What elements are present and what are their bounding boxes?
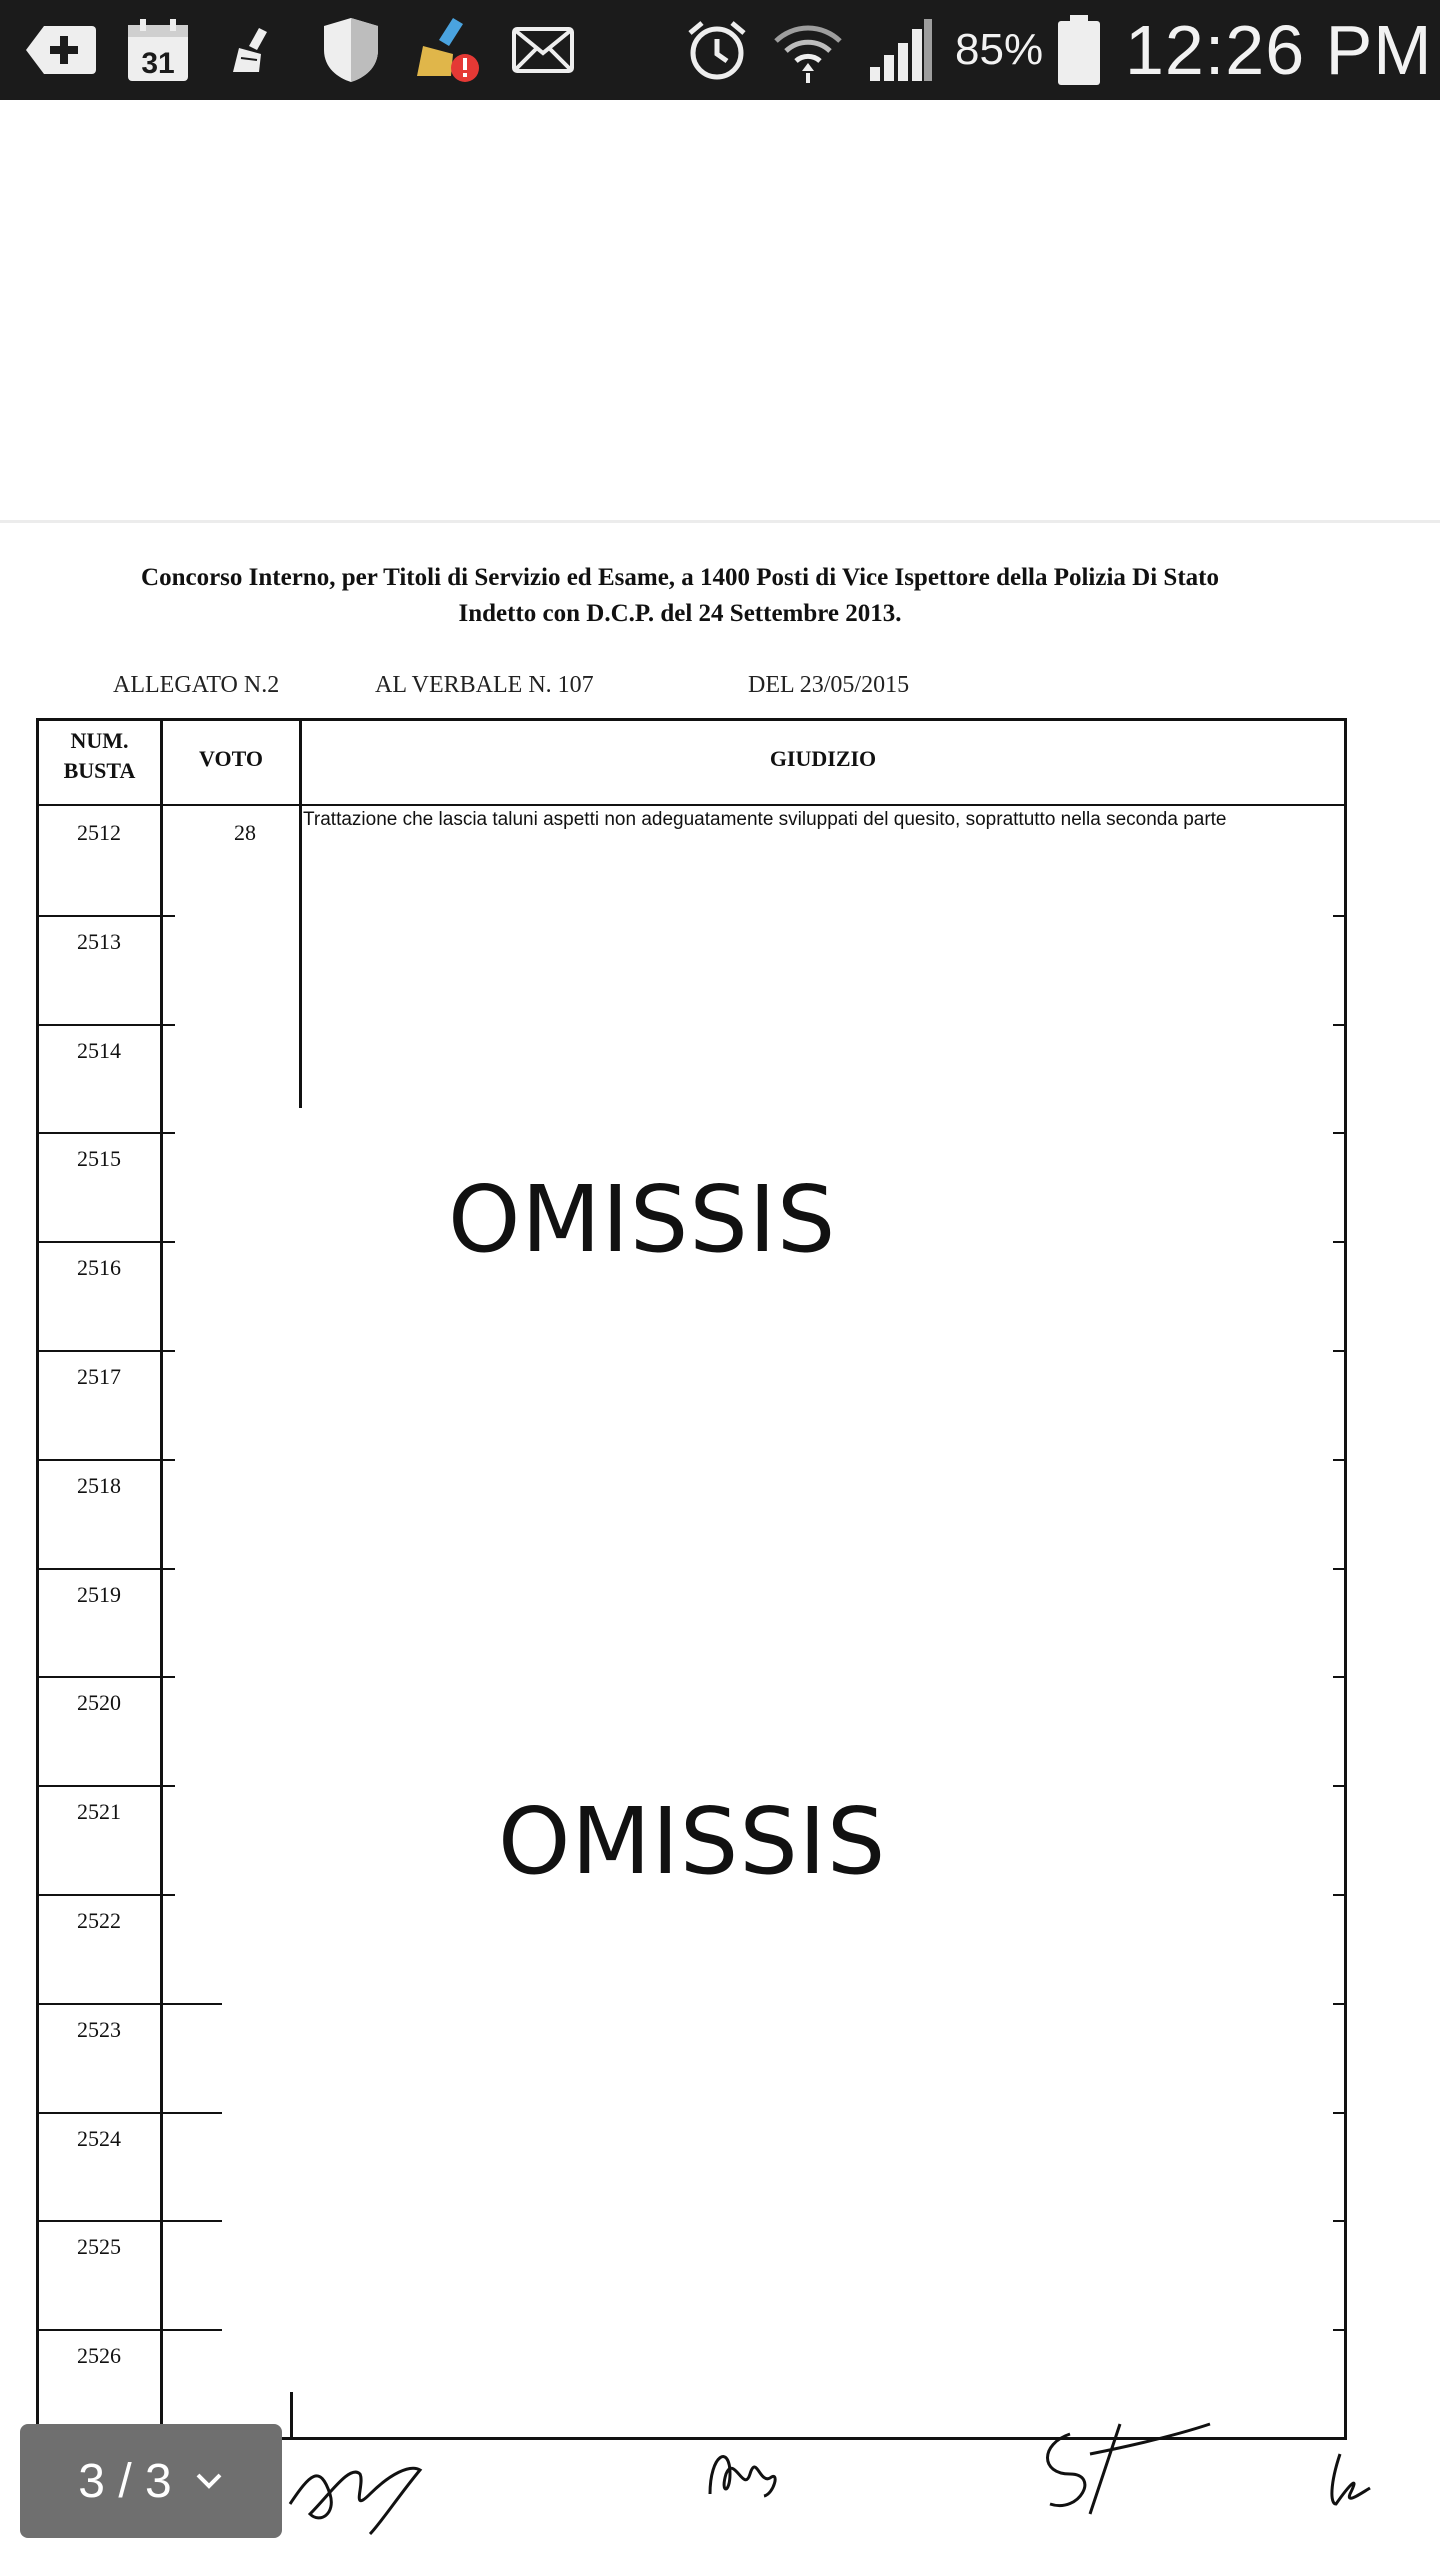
table-column-divider-voto (299, 718, 302, 1108)
row-2519-busta: 2519 (77, 1581, 121, 1607)
table-row-tick-right (1333, 2329, 1347, 2331)
omissis-stamp-2: OMISSIS (498, 1788, 887, 1895)
row-2526-busta: 2526 (77, 2343, 121, 2369)
omissis-stamp-1: OMISSIS (448, 1166, 837, 1273)
table-row-tick-right (1333, 2220, 1347, 2222)
header-num-busta-line2: BUSTA (63, 758, 136, 783)
document-title-line2: Indetto con D.C.P. del 24 Settembre 2013. (458, 600, 902, 627)
signature-4 (1320, 2444, 1380, 2514)
table-row-tick-right (1333, 2003, 1347, 2005)
table-row-divider (37, 1241, 175, 1243)
table-row-divider (37, 1785, 175, 1787)
header-num-busta-line1: NUM. (70, 728, 129, 753)
row-2517-busta: 2517 (77, 1364, 121, 1389)
broom-icon (228, 14, 282, 86)
row-2518-busta: 2518 (77, 1472, 121, 1498)
table-row-divider (37, 1132, 175, 1134)
row-2521-busta: 2521 (77, 1799, 121, 1825)
table-row-tick-right (1333, 2112, 1347, 2114)
add-icon (22, 14, 100, 86)
page-indicator-button[interactable] (20, 2424, 282, 2538)
row-2513-busta: 2513 (77, 928, 121, 954)
row-2520-busta: 2520 (77, 1690, 121, 1716)
document-title-line1: Concorso Interno, per Titoli di Servizio ed Esame, a 1400 Posti di Vice Ispettore della Polizia Di Stato (141, 564, 1219, 591)
table-row-tick-right (1333, 1350, 1347, 1352)
table-border-top (37, 718, 1347, 721)
table-row-tick-right (1333, 1785, 1347, 1787)
row-2514-busta: 2514 (77, 1037, 121, 1063)
table-row-divider (37, 1568, 175, 1570)
signal-icon (866, 14, 936, 86)
table-row-tick-right (1333, 1894, 1347, 1896)
mail-icon (510, 14, 576, 86)
table-row-tick-right (1333, 1568, 1347, 1570)
row-2512-giudizio: Trattazione che lascia taluni aspetti non adeguatamente sviluppati del quesito, soprattutto nella seconda parte (303, 809, 1227, 830)
table-column-divider-busta (160, 718, 163, 2438)
table-row-divider (37, 1350, 175, 1352)
row-2512-busta: 2512 (77, 820, 121, 845)
table-row-tick-right (1333, 915, 1347, 917)
row-2524-busta: 2524 (77, 2125, 121, 2151)
wifi-icon (770, 14, 846, 86)
clock: 12:26 PM (1125, 11, 1433, 89)
page-separator (0, 520, 1440, 523)
verbale-label: AL VERBALE N. 107 (375, 672, 594, 698)
row-2525-busta: 2525 (77, 2234, 121, 2260)
status-bar (0, 0, 1440, 100)
signature-2 (700, 2434, 790, 2514)
signature-3 (1030, 2414, 1220, 2524)
table-row-divider (37, 2003, 222, 2005)
table-border-right (1344, 718, 1347, 2438)
document-title (30, 560, 1330, 632)
table-row-divider (37, 1459, 175, 1461)
alarm-icon (682, 14, 752, 86)
table-row-tick-right (1333, 1132, 1347, 1134)
page-indicator-text: 3 / 3 (78, 2454, 172, 2508)
chevron-down-icon (194, 2471, 224, 2491)
clean-alert-icon (412, 14, 484, 86)
row-2522-busta: 2522 (77, 1908, 121, 1933)
header-voto: VOTO (199, 746, 263, 771)
header-giudizio: GIUDIZIO (769, 746, 877, 771)
table-row-divider (37, 1024, 175, 1026)
table-stub-line (290, 2392, 293, 2440)
battery-icon (1056, 14, 1102, 86)
table-row-divider (37, 1676, 175, 1678)
table-row-tick-right (1333, 1459, 1347, 1461)
row-2515-busta: 2515 (77, 1146, 121, 1172)
table-row-divider (37, 2112, 222, 2114)
table-border-left (36, 718, 39, 2438)
row-2512-voto: 28 (234, 820, 256, 845)
previous-page-area[interactable] (0, 100, 1440, 520)
table-row-tick-right (1333, 1024, 1347, 1026)
header-num-busta (39, 726, 160, 786)
row-2516-busta: 2516 (77, 1255, 121, 1281)
row-2523-busta: 2523 (77, 2016, 121, 2042)
document-page[interactable] (0, 524, 1440, 2560)
table-row-divider (37, 915, 175, 917)
allegato-label: ALLEGATO N.2 (113, 672, 280, 698)
table-row-divider (37, 1894, 175, 1896)
table-row-divider (37, 2329, 222, 2331)
date-label: DEL 23/05/2015 (748, 672, 910, 698)
shield-icon (318, 14, 384, 86)
calendar-icon (125, 14, 191, 86)
signature-1 (270, 2434, 440, 2544)
calendar-day-text: 31 (141, 47, 175, 80)
table-row-tick-right (1333, 1241, 1347, 1243)
battery-percent: 85% (955, 25, 1044, 74)
table-row-tick-right (1333, 1676, 1347, 1678)
table-row-divider (37, 2220, 222, 2222)
